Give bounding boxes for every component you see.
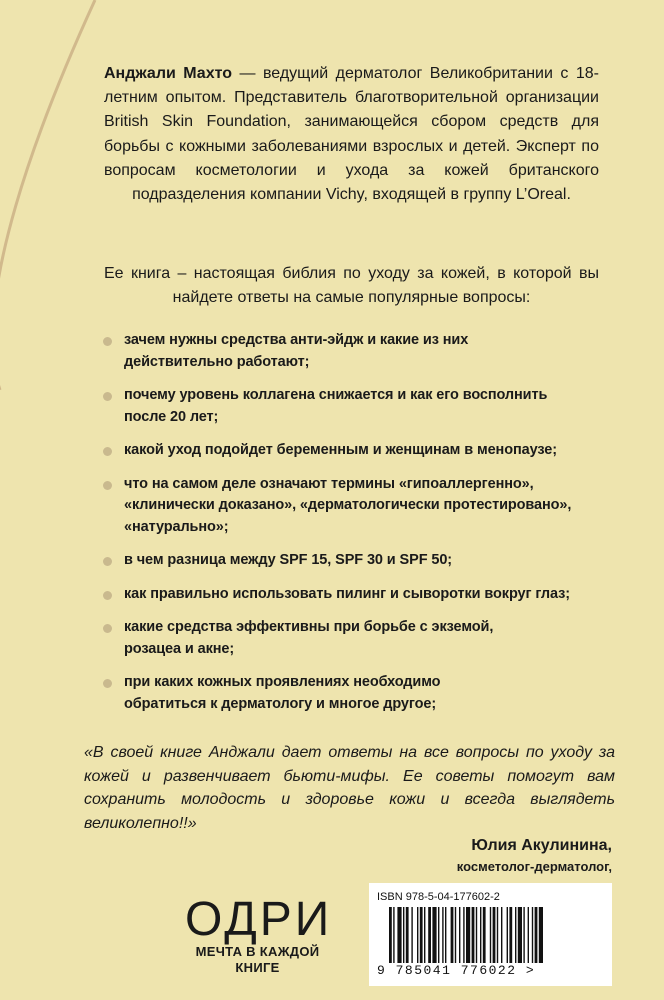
quote-author-name: Юлия Акулинина, xyxy=(471,837,612,854)
barcode-bar xyxy=(483,907,486,963)
author-bio-text: — ведущий дерматолог Великобритании с 18-летним опытом. Представитель благотворительной организации British Skin Foundation, занимающейся сбором средств для борьбы с кожными заболеваниями взрослых и детей. Эксперт по вопросам косметологии и ухода за кожей британского подразделения компании Vichy, входящей в группу L’Oreal. xyxy=(104,65,600,204)
barcode-bar xyxy=(455,907,456,963)
barcode-bar xyxy=(403,907,404,963)
list-item xyxy=(104,617,624,660)
bullet-dot-icon xyxy=(103,591,112,600)
barcode-bar xyxy=(509,907,512,963)
list-item xyxy=(104,672,624,715)
bullet-dot-icon xyxy=(103,447,112,456)
barcode-bar xyxy=(501,907,502,963)
barcode-bar xyxy=(406,907,409,963)
barcode-bar xyxy=(463,907,464,963)
publisher-tagline-line-1: МЕЧТА В КАЖДОЙ xyxy=(195,944,320,959)
barcode-bar xyxy=(393,907,394,963)
list-item-text: при каких кожных проявлениях необходимо обратиться к дерматологу и многое другое; xyxy=(124,674,441,712)
barcode-bar xyxy=(497,907,498,963)
list-item-text: какой уход подойдет беременным и женщинам в менопаузе; xyxy=(124,442,557,458)
publisher-tagline-line-2: КНИГЕ xyxy=(235,960,280,975)
barcode-bar xyxy=(490,907,491,963)
publisher-logo-text: ОДРИ xyxy=(185,893,333,946)
author-bio xyxy=(104,62,599,207)
topics-list xyxy=(104,330,624,727)
publisher-logo xyxy=(185,893,333,976)
barcode-digits: 9 785041 776022 > xyxy=(377,963,536,978)
barcode-bar xyxy=(411,907,412,963)
barcode-bar xyxy=(445,907,446,963)
list-item-text: что на самом деле означают термины «гипоаллергенно», «клинически доказано», «дерматологически протестировано», «натурально»; xyxy=(124,475,572,535)
testimonial-quote: «В своей книге Анджали дает ответы на все вопросы по уходу за кожей и развенчивает бьюти-мифы. Ее советы помогут вам сохранить молодость и здоровье кожи и всегда выглядеть великолепно!!» xyxy=(84,744,615,832)
barcode-bar xyxy=(518,907,522,963)
barcode-bar xyxy=(432,907,436,963)
list-item xyxy=(104,474,624,539)
barcode-bar xyxy=(507,907,508,963)
list-item-text: какие средства эффективны при борьбе с экземой, розацеа и акне; xyxy=(124,619,494,657)
list-item xyxy=(104,550,624,572)
barcode-block xyxy=(369,883,612,986)
barcode-bar xyxy=(476,907,477,963)
barcode-bar xyxy=(480,907,481,963)
list-item-text: почему уровень коллагена снижается и как его восполнить после 20 лет; xyxy=(124,387,548,425)
barcode-bar xyxy=(466,907,470,963)
barcode-bar xyxy=(424,907,425,963)
bullet-dot-icon xyxy=(103,481,112,490)
barcode-bar xyxy=(515,907,516,963)
barcode-icon xyxy=(389,907,594,963)
barcode-bar xyxy=(389,907,392,963)
barcode-bar xyxy=(417,907,418,963)
barcode-bar xyxy=(528,907,529,963)
barcode-bar xyxy=(420,907,423,963)
author-name: Анджали Махто xyxy=(104,65,233,82)
list-item xyxy=(104,584,624,606)
quote-author-title: косметолог-дерматолог, xyxy=(456,859,612,874)
barcode-bar xyxy=(472,907,475,963)
barcode-bar xyxy=(535,907,538,963)
isbn-label: ISBN 978-5-04-177602-2 xyxy=(377,891,500,903)
list-item-text: как правильно использовать пилинг и сыворотки вокруг глаз; xyxy=(124,585,571,602)
list-item xyxy=(104,330,624,373)
bullet-dot-icon xyxy=(103,337,112,346)
barcode-bar xyxy=(523,907,524,963)
list-item-text: в чем разница между SPF 15, SPF 30 и SPF 50; xyxy=(124,552,453,568)
bullet-dot-icon xyxy=(103,557,112,566)
barcode-bar xyxy=(532,907,533,963)
list-item xyxy=(104,440,624,462)
barcode-bar xyxy=(539,907,543,963)
barcode-bar xyxy=(428,907,431,963)
list-item xyxy=(104,385,624,428)
list-item-text: зачем нужны средства анти-эйдж и какие из них действительно работают; xyxy=(124,332,469,370)
intro-paragraph: Ее книга – настоящая библия по уходу за кожей, в которой вы найдете ответы на самые популярные вопросы: xyxy=(104,265,599,307)
bullet-dot-icon xyxy=(103,624,112,633)
barcode-bar xyxy=(459,907,460,963)
bullet-dot-icon xyxy=(103,679,112,688)
barcode-bar xyxy=(438,907,439,963)
barcode-bar xyxy=(451,907,454,963)
barcode-bar xyxy=(397,907,401,963)
barcode-bar xyxy=(493,907,496,963)
bullet-dot-icon xyxy=(103,392,112,401)
barcode-bar xyxy=(442,907,443,963)
